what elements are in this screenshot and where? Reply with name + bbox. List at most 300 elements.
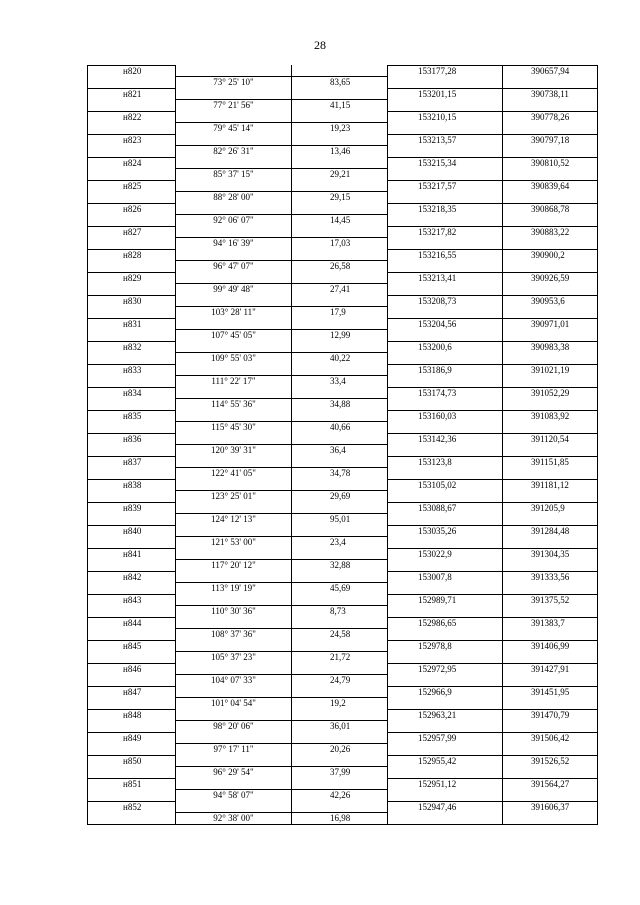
table-row (87, 65, 598, 88)
column-divider (291, 525, 292, 548)
table-bottom-border (87, 824, 598, 825)
column-divider (175, 295, 176, 318)
x-coordinate-cell: 153210,15 (387, 111, 502, 123)
column-divider (387, 640, 388, 663)
length-cell: 17,03 (291, 237, 387, 249)
column-divider (597, 755, 598, 778)
length-cell: 29,21 (291, 168, 387, 180)
table-row (87, 111, 598, 134)
table-row (87, 341, 598, 364)
y-coordinate-cell: 391333,56 (502, 571, 598, 583)
column-divider (175, 272, 176, 295)
column-divider (597, 295, 598, 318)
column-divider (387, 387, 388, 410)
x-coordinate-cell: 152978,8 (387, 640, 502, 652)
column-divider (387, 709, 388, 732)
column-divider (291, 226, 292, 249)
column-divider (502, 571, 503, 594)
length-cell: 19,2 (291, 697, 387, 709)
x-coordinate-cell: 153007,8 (387, 571, 502, 583)
x-coordinate-cell: 153213,57 (387, 134, 502, 146)
column-divider (597, 548, 598, 571)
column-divider (87, 272, 88, 295)
column-divider (87, 318, 88, 341)
column-divider (597, 249, 598, 272)
angle-cell: 110° 30' 36" (175, 605, 291, 617)
column-divider (597, 801, 598, 824)
x-coordinate-cell: 153186,9 (387, 364, 502, 376)
column-divider (502, 180, 503, 203)
length-cell: 29,15 (291, 191, 387, 203)
column-divider (387, 111, 388, 134)
y-coordinate-cell: 391606,37 (502, 801, 598, 813)
point-cell: н834 (87, 387, 175, 399)
column-divider (291, 272, 292, 295)
column-divider (502, 341, 503, 364)
table-row (87, 479, 598, 502)
angle-cell: 92° 06' 07" (175, 214, 291, 226)
angle-cell: 104° 07' 33" (175, 674, 291, 686)
y-coordinate-cell: 391470,79 (502, 709, 598, 721)
angle-cell: 101° 04' 54" (175, 697, 291, 709)
column-divider (597, 387, 598, 410)
table-row (87, 732, 598, 755)
column-divider (502, 686, 503, 709)
length-cell: 40,66 (291, 421, 387, 433)
point-cell: н851 (87, 778, 175, 790)
column-divider (502, 479, 503, 502)
y-coordinate-cell: 391284,48 (502, 525, 598, 537)
table-row (87, 203, 598, 226)
y-coordinate-cell: 391383,7 (502, 617, 598, 629)
column-divider (387, 686, 388, 709)
y-coordinate-cell: 390953,6 (502, 295, 598, 307)
y-coordinate-cell: 391427,91 (502, 663, 598, 675)
y-coordinate-cell: 390868,78 (502, 203, 598, 215)
length-cell: 95,01 (291, 513, 387, 525)
angle-cell: 108° 37' 36" (175, 628, 291, 640)
column-divider (175, 134, 176, 157)
point-cell: н828 (87, 249, 175, 261)
column-divider (87, 709, 88, 732)
column-divider (291, 801, 292, 824)
column-divider (387, 755, 388, 778)
column-divider (175, 801, 176, 824)
table-row (87, 663, 598, 686)
column-divider (87, 387, 88, 410)
column-divider (387, 295, 388, 318)
column-divider (502, 410, 503, 433)
column-divider (502, 502, 503, 525)
column-divider (387, 364, 388, 387)
column-divider (175, 456, 176, 479)
y-coordinate-cell: 390926,59 (502, 272, 598, 284)
point-cell: н824 (87, 157, 175, 169)
table-row (87, 387, 598, 410)
point-cell: н825 (87, 180, 175, 192)
column-divider (175, 640, 176, 663)
column-divider (175, 226, 176, 249)
column-divider (291, 88, 292, 111)
x-coordinate-cell: 153088,67 (387, 502, 502, 514)
column-divider (87, 617, 88, 640)
column-divider (597, 341, 598, 364)
table-row (87, 456, 598, 479)
point-cell: н838 (87, 479, 175, 491)
point-cell: н835 (87, 410, 175, 422)
length-cell: 36,4 (291, 444, 387, 456)
angle-cell: 105° 37' 23" (175, 651, 291, 663)
x-coordinate-cell: 153177,28 (387, 65, 502, 77)
x-coordinate-cell: 153217,82 (387, 226, 502, 238)
column-divider (87, 180, 88, 203)
column-divider (597, 525, 598, 548)
length-cell: 27,41 (291, 283, 387, 295)
column-divider (387, 801, 388, 824)
x-coordinate-cell: 153105,02 (387, 479, 502, 491)
column-divider (387, 134, 388, 157)
column-divider (175, 88, 176, 111)
y-coordinate-cell: 391451,95 (502, 686, 598, 698)
column-divider (175, 502, 176, 525)
column-divider (502, 433, 503, 456)
column-divider (291, 433, 292, 456)
column-divider (387, 456, 388, 479)
column-divider (175, 732, 176, 755)
column-divider (175, 594, 176, 617)
point-cell: н840 (87, 525, 175, 537)
length-cell: 42,26 (291, 789, 387, 801)
y-coordinate-cell: 391304,35 (502, 548, 598, 560)
point-cell: н833 (87, 364, 175, 376)
y-coordinate-cell: 390657,94 (502, 65, 598, 77)
y-coordinate-cell: 390900,2 (502, 249, 598, 261)
column-divider (87, 65, 88, 88)
y-coordinate-cell: 390797,18 (502, 134, 598, 146)
column-divider (502, 732, 503, 755)
column-divider (175, 203, 176, 226)
column-divider (502, 663, 503, 686)
angle-cell: 115° 45' 30" (175, 421, 291, 433)
point-cell: н827 (87, 226, 175, 238)
column-divider (597, 180, 598, 203)
angle-cell: 88° 28' 00" (175, 191, 291, 203)
column-divider (87, 548, 88, 571)
column-divider (175, 387, 176, 410)
column-divider (291, 502, 292, 525)
length-cell: 33,4 (291, 375, 387, 387)
column-divider (502, 594, 503, 617)
column-divider (87, 134, 88, 157)
column-divider (175, 364, 176, 387)
point-cell: н837 (87, 456, 175, 468)
column-divider (502, 318, 503, 341)
point-cell: н844 (87, 617, 175, 629)
column-divider (175, 755, 176, 778)
column-divider (291, 778, 292, 801)
y-coordinate-cell: 391083,92 (502, 410, 598, 422)
column-divider (291, 180, 292, 203)
x-coordinate-cell: 153022,9 (387, 548, 502, 560)
table-row (87, 778, 598, 801)
column-divider (597, 732, 598, 755)
column-divider (175, 180, 176, 203)
column-divider (597, 157, 598, 180)
column-divider (87, 410, 88, 433)
angle-cell: 107° 45' 05" (175, 329, 291, 341)
table-row (87, 755, 598, 778)
length-cell: 16,98 (291, 812, 387, 824)
column-divider (502, 88, 503, 111)
table-row (87, 548, 598, 571)
column-divider (291, 686, 292, 709)
column-divider (502, 364, 503, 387)
column-divider (175, 778, 176, 801)
column-divider (387, 157, 388, 180)
x-coordinate-cell: 152947,46 (387, 801, 502, 813)
column-divider (175, 548, 176, 571)
table-row (87, 433, 598, 456)
length-cell: 17,9 (291, 306, 387, 318)
y-coordinate-cell: 391526,52 (502, 755, 598, 767)
point-cell: н848 (87, 709, 175, 721)
length-cell: 13,46 (291, 145, 387, 157)
angle-cell: 99° 49' 48" (175, 283, 291, 295)
point-cell: н820 (87, 65, 175, 77)
column-divider (597, 502, 598, 525)
column-divider (387, 180, 388, 203)
angle-cell: 109° 55' 03" (175, 352, 291, 364)
column-divider (291, 709, 292, 732)
angle-cell: 117° 20' 12" (175, 559, 291, 571)
angle-cell: 73° 25' 10" (175, 76, 291, 88)
y-coordinate-cell: 390971,01 (502, 318, 598, 330)
column-divider (597, 65, 598, 88)
length-cell: 21,72 (291, 651, 387, 663)
point-cell: н831 (87, 318, 175, 330)
column-divider (597, 111, 598, 134)
column-divider (597, 318, 598, 341)
column-divider (597, 88, 598, 111)
column-divider (291, 410, 292, 433)
column-divider (87, 525, 88, 548)
column-divider (87, 801, 88, 824)
column-divider (87, 456, 88, 479)
table-row (87, 571, 598, 594)
column-divider (387, 502, 388, 525)
column-divider (597, 571, 598, 594)
column-divider (87, 433, 88, 456)
column-divider (502, 226, 503, 249)
angle-cell: 103° 28' 11" (175, 306, 291, 318)
column-divider (87, 663, 88, 686)
column-divider (387, 410, 388, 433)
angle-cell: 120° 39' 31" (175, 444, 291, 456)
x-coordinate-cell: 153208,73 (387, 295, 502, 307)
angle-cell: 79° 45' 14" (175, 122, 291, 134)
column-divider (291, 640, 292, 663)
table-row (87, 617, 598, 640)
y-coordinate-cell: 391506,42 (502, 732, 598, 744)
point-cell: н829 (87, 272, 175, 284)
point-cell: н836 (87, 433, 175, 445)
column-divider (175, 249, 176, 272)
column-divider (87, 479, 88, 502)
x-coordinate-cell: 153201,15 (387, 88, 502, 100)
column-divider (597, 778, 598, 801)
length-cell: 83,65 (291, 76, 387, 88)
y-coordinate-cell: 390778,26 (502, 111, 598, 123)
column-divider (597, 663, 598, 686)
column-divider (87, 778, 88, 801)
column-divider (291, 203, 292, 226)
angle-cell: 124° 12' 13" (175, 513, 291, 525)
column-divider (175, 617, 176, 640)
point-cell: н839 (87, 502, 175, 514)
column-divider (175, 318, 176, 341)
column-divider (291, 571, 292, 594)
column-divider (502, 755, 503, 778)
column-divider (387, 226, 388, 249)
table-row (87, 502, 598, 525)
column-divider (502, 525, 503, 548)
y-coordinate-cell: 391406,99 (502, 640, 598, 652)
column-divider (291, 387, 292, 410)
x-coordinate-cell: 152963,21 (387, 709, 502, 721)
y-coordinate-cell: 390983,38 (502, 341, 598, 353)
table-row (87, 318, 598, 341)
column-divider (175, 410, 176, 433)
length-cell: 24,79 (291, 674, 387, 686)
column-divider (291, 134, 292, 157)
column-divider (87, 295, 88, 318)
column-divider (502, 65, 503, 88)
point-cell: н821 (87, 88, 175, 100)
column-divider (597, 686, 598, 709)
y-coordinate-cell: 390839,64 (502, 180, 598, 192)
column-divider (175, 709, 176, 732)
point-cell: н830 (87, 295, 175, 307)
table-row (87, 640, 598, 663)
column-divider (387, 732, 388, 755)
point-cell: н847 (87, 686, 175, 698)
point-cell: н841 (87, 548, 175, 560)
column-divider (502, 456, 503, 479)
column-divider (291, 479, 292, 502)
y-coordinate-cell: 391181,12 (502, 479, 598, 491)
table-row (87, 709, 598, 732)
column-divider (387, 88, 388, 111)
table-row (87, 157, 598, 180)
x-coordinate-cell: 153200,6 (387, 341, 502, 353)
x-coordinate-cell: 153035,26 (387, 525, 502, 537)
angle-cell: 96° 29' 54" (175, 766, 291, 778)
table-row (87, 226, 598, 249)
x-coordinate-cell: 152966,9 (387, 686, 502, 698)
column-divider (597, 364, 598, 387)
length-cell: 36,01 (291, 720, 387, 732)
column-divider (387, 548, 388, 571)
y-coordinate-cell: 390883,22 (502, 226, 598, 238)
point-cell: н849 (87, 732, 175, 744)
length-cell: 34,78 (291, 467, 387, 479)
column-divider (387, 341, 388, 364)
column-divider (387, 617, 388, 640)
column-divider (597, 410, 598, 433)
angle-cell: 113° 19' 19" (175, 582, 291, 594)
y-coordinate-cell: 391120,54 (502, 433, 598, 445)
column-divider (175, 157, 176, 180)
column-divider (175, 525, 176, 548)
column-divider (387, 479, 388, 502)
point-cell: н826 (87, 203, 175, 215)
y-coordinate-cell: 391052,29 (502, 387, 598, 399)
column-divider (597, 640, 598, 663)
column-divider (291, 295, 292, 318)
x-coordinate-cell: 152989,71 (387, 594, 502, 606)
column-divider (87, 502, 88, 525)
point-cell: н852 (87, 801, 175, 813)
y-coordinate-cell: 391151,85 (502, 456, 598, 468)
table-row (87, 801, 598, 824)
column-divider (502, 709, 503, 732)
page-number: 28 (314, 38, 326, 52)
table-row (87, 410, 598, 433)
point-cell: н832 (87, 341, 175, 353)
x-coordinate-cell: 152957,99 (387, 732, 502, 744)
y-coordinate-cell: 390810,52 (502, 157, 598, 169)
table-row (87, 88, 598, 111)
angle-cell: 82° 26' 31" (175, 145, 291, 157)
length-cell: 37,99 (291, 766, 387, 778)
x-coordinate-cell: 153216,55 (387, 249, 502, 261)
column-divider (502, 249, 503, 272)
angle-cell: 94° 58' 07" (175, 789, 291, 801)
column-divider (597, 456, 598, 479)
length-cell: 34,88 (291, 398, 387, 410)
angle-cell: 96° 47' 07" (175, 260, 291, 272)
column-divider (502, 801, 503, 824)
column-divider (597, 709, 598, 732)
column-divider (387, 778, 388, 801)
table-row (87, 272, 598, 295)
length-cell: 24,58 (291, 628, 387, 640)
column-divider (502, 203, 503, 226)
column-divider (597, 617, 598, 640)
table-row (87, 525, 598, 548)
column-divider (291, 364, 292, 387)
column-divider (387, 594, 388, 617)
column-divider (291, 594, 292, 617)
table-row (87, 594, 598, 617)
column-divider (87, 571, 88, 594)
column-divider (87, 755, 88, 778)
point-cell: н823 (87, 134, 175, 146)
x-coordinate-cell: 153204,56 (387, 318, 502, 330)
x-coordinate-cell: 152986,65 (387, 617, 502, 629)
column-divider (291, 157, 292, 180)
table-row (87, 295, 598, 318)
angle-cell: 111° 22' 17" (175, 375, 291, 387)
length-cell: 8,73 (291, 605, 387, 617)
column-divider (597, 203, 598, 226)
column-divider (87, 640, 88, 663)
angle-cell: 122° 41' 05" (175, 467, 291, 479)
column-divider (502, 157, 503, 180)
column-divider (175, 479, 176, 502)
column-divider (87, 594, 88, 617)
angle-cell: 123° 25' 01" (175, 490, 291, 502)
